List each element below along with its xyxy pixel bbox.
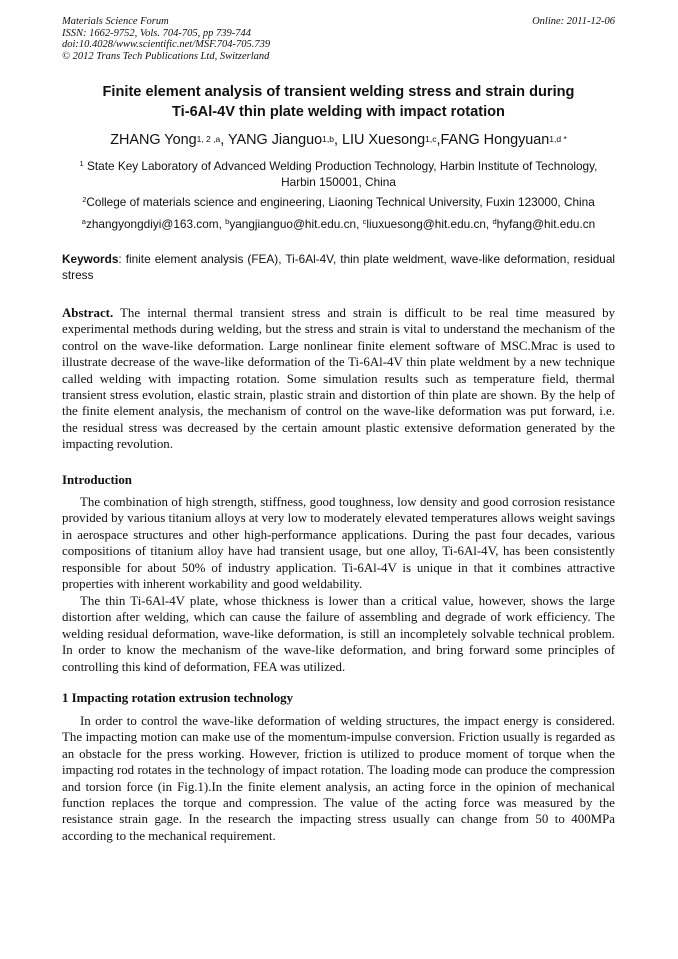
author-separator: , <box>436 132 441 148</box>
intro-paragraph-1 <box>62 494 615 592</box>
affiliation-2 <box>62 194 615 210</box>
author-name: ZHANG Yong <box>110 132 197 148</box>
title-line-1: Finite element analysis of transient welding stress and strain during <box>102 84 575 100</box>
section-heading-introduction: Introduction <box>62 473 132 487</box>
email-address: hyfang@hit.edu.cn <box>496 217 596 231</box>
affiliation-1 <box>62 158 615 190</box>
author-list <box>62 131 615 149</box>
paragraph-text: In order to control the wave-like deformation of welding structures, the impact energy is considered. The impacting motion can make use of the momentum-impulse conversion. Friction usually is regarded as an obstacle for the press working. However, friction is utilized to produce moment of torque when the impacting rod rotates in the technology of impact rotation. The loading mode can produce the compression and torsion force (in Fig.1).In the finite element analysis, an acting force in the opinion of mechanical function replaces the torque and compression. The value of the acting force was measured by the resistance strain gage. In the research the impacting stress usually can change from 50 to 400MPa according to the mechanical requirement. <box>62 714 615 843</box>
keywords-text: : finite element analysis (FEA), Ti-6Al-4V, thin plate weldment, wave-like deformation, residual stress <box>62 252 615 282</box>
paragraph-text: The thin Ti-6Al-4V plate, whose thickness is lower than a critical value, however, shows the large distortion after welding, which can cause the failure of assembling and degrade of work efficiency. The welding residual deformation, wave-like deformation, is still an incompletely solvable technical problem. In order to know the mechanism of the wave-like deformation, and bring forward some principles of controlling this kind of deformation, FEA was utilized. <box>62 594 615 674</box>
affil-1-mark: 1 <box>79 159 84 168</box>
email-address: liuxuesong@hit.edu.cn, <box>366 217 493 231</box>
author-name: LIU Xuesong <box>341 132 426 148</box>
journal-name: Materials Science Forum <box>62 16 169 27</box>
section-heading-1: 1 Impacting rotation extrusion technology <box>62 691 294 705</box>
author-separator: , <box>333 132 342 148</box>
doi-line: doi:10.4028/www.scientific.net/MSF.704-705.739 <box>62 39 271 50</box>
keywords-label: Keywords <box>62 252 119 266</box>
author-affil-mark: 1,b <box>322 134 334 144</box>
abstract-text: The internal thermal transient stress and strain is difficult to be real time measured by experimental methods during welding, but the stress and strain is vital to understand the mechanism of the control on the wave-like deformation. Large nonlinear finite element software of MSC.Mrac is used to illustrate decrease of the wave-like deformation of the Ti-6Al-4V thin plate weldment by a new technique called welding with impacting rotation. Some simulation results such as temperature field, thermal transient stress evolution, elastic strain, plastic strain and distortion of thin plate are shown. By the help of the finite element analysis, the mechanism of control on the wave-like deformation was put forward, i.e. the residual stress was decreased by the certain amount plastic extensive deformation generated by the impacting revolution. <box>62 306 615 452</box>
email-mark: c <box>362 217 367 226</box>
email-mark: b <box>225 217 230 226</box>
email-mark: d <box>492 217 497 226</box>
email-address: zhangyongdiyi@163.com, <box>85 217 226 231</box>
author-affil-mark: 1, 2 ,a <box>196 134 221 144</box>
email-list <box>62 216 615 232</box>
author-name: FANG Hongyuan <box>440 132 550 148</box>
online-date: Online: 2011-12-06 <box>532 16 615 27</box>
section-1-paragraph-1 <box>62 713 615 844</box>
keywords-block <box>62 252 615 283</box>
affil-2-mark: 2 <box>82 195 87 204</box>
author-separator: , <box>220 132 228 148</box>
paragraph-text: The combination of high strength, stiffness, good toughness, low density and good corrosion resistance provided by various titanium alloys at very low to moderately elevated temperatures allows weight savings in aerospace structures and other high-performance applications. During the past four decades, various compositions of titanium alloy have had transient usage, but one alloy, Ti-6Al-4V, has been consistently responsible for about 50% of industry application. Ti-6Al-4V is unique in that it combines attractive properties with inherent workability and good weldability. <box>62 495 615 592</box>
title-line-2: Ti-6Al-4V thin plate welding with impact rotation <box>172 104 505 120</box>
abstract-block <box>62 305 615 453</box>
journal-header <box>62 16 615 62</box>
paper-title <box>62 82 615 122</box>
intro-paragraph-2 <box>62 593 615 675</box>
copyright-line: © 2012 Trans Tech Publications Ltd, Switzerland <box>62 50 270 62</box>
affil-2-text: College of materials science and engineering, Liaoning Technical University, Fuxin 123000, China <box>86 195 595 209</box>
author-affil-mark: 1,d * <box>549 134 567 144</box>
affil-1-text: State Key Laboratory of Advanced Welding Production Technology, Harbin Institute of Technology, Harbin 150001, China <box>83 159 598 189</box>
abstract-label: Abstract. <box>62 306 114 320</box>
issn-line: ISSN: 1662-9752, Vols. 704-705, pp 739-744 <box>62 27 251 39</box>
email-mark: a <box>81 217 86 226</box>
email-address: yangjianguo@hit.edu.cn, <box>229 217 363 231</box>
author-affil-mark: 1,c <box>425 134 437 144</box>
author-name: YANG Jianguo <box>228 132 323 148</box>
